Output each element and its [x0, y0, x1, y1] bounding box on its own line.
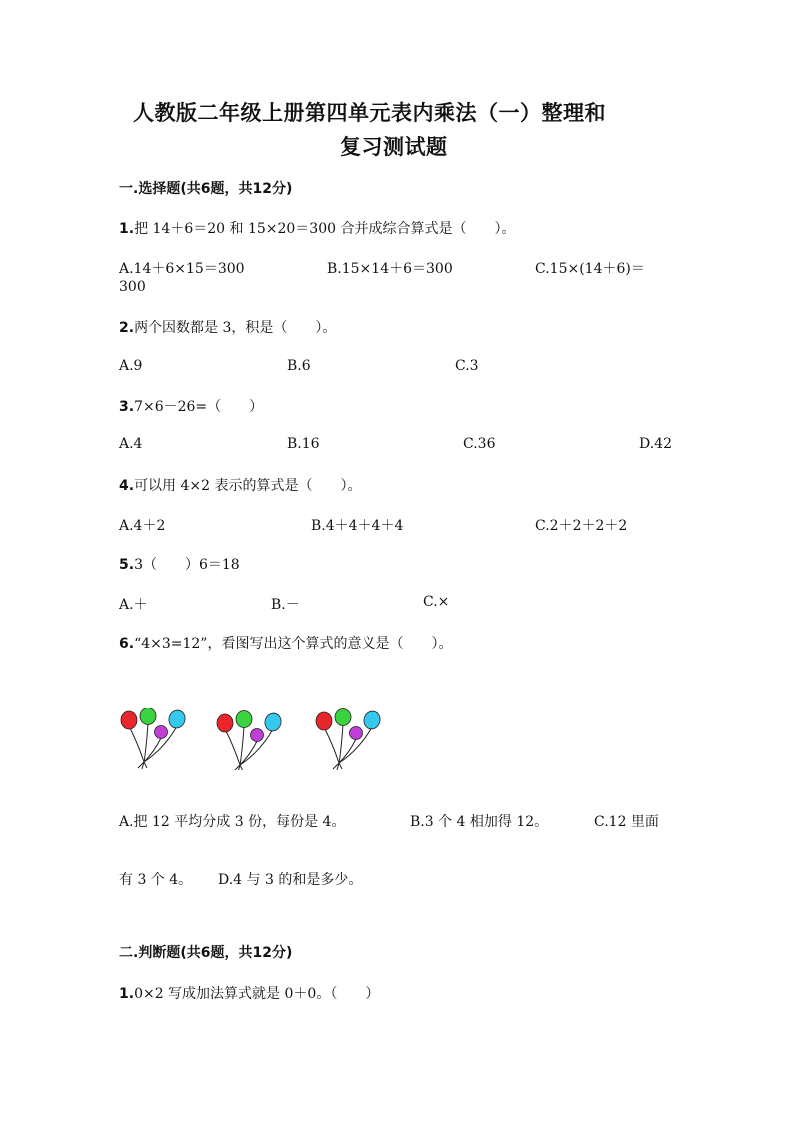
question-number: 3.: [119, 399, 135, 415]
question-text: 可以用 4×2 表示的算式是（ ）。: [134, 478, 362, 494]
green-balloon: [140, 708, 156, 725]
q3-option-c: C.36: [463, 436, 496, 452]
q5-option-a: A.＋: [119, 597, 148, 613]
question-number: 4.: [119, 478, 135, 494]
q1-option-c-cont: 300: [119, 279, 146, 295]
q3-option-b: B.16: [287, 436, 320, 452]
question-5: [119, 554, 240, 574]
balloon-illustration: [116, 708, 386, 770]
q5-option-b: B.－: [271, 597, 300, 613]
q4-option-b: B.4＋4＋4＋4: [311, 518, 404, 534]
q1-option-a: A.14＋6×15＝300: [119, 261, 245, 277]
q5-option-c: C.×: [423, 594, 450, 610]
question-text: 7×6－26=（ ）: [134, 399, 264, 415]
judgment-question-1: [119, 983, 379, 1003]
purple-balloon: [155, 726, 168, 739]
question-text: “4×3=12”，看图写出这个算式的意义是（ ）。: [134, 636, 453, 652]
question-text: 3（ ）6＝18: [134, 557, 240, 573]
q4-option-a: A.4＋2: [119, 518, 166, 534]
question-number: 1.: [119, 986, 135, 1002]
question-text: 两个因数都是 3，积是（ ）。: [134, 320, 337, 336]
q2-option-b: B.6: [287, 358, 311, 374]
cyan-balloon: [167, 708, 187, 730]
q3-option-a: A.4: [119, 436, 143, 452]
q1-option-c: C.15×(14＋6)＝: [535, 261, 645, 277]
question-number: 5.: [119, 557, 135, 573]
q6-option-d: D.4 与 3 的和是多少。: [218, 872, 363, 888]
question-3: [119, 396, 263, 416]
q6-option-a: A.把 12 平均分成 3 份，每份是 4。: [119, 814, 346, 830]
red-balloon: [121, 711, 137, 729]
q6-option-c-cont: 有 3 个 4。: [119, 872, 193, 888]
balloon-bunch: [121, 708, 187, 769]
q6-option-b: B.3 个 4 相加得 12。: [410, 814, 549, 830]
q3-option-d: D.42: [639, 436, 672, 452]
section1-heading: 一.选择题(共6题，共12分): [119, 181, 293, 197]
question-6: [119, 633, 452, 653]
q2-option-a: A.9: [119, 358, 143, 374]
question-number: 2.: [119, 320, 135, 336]
question-text: 把 14＋6＝20 和 15×20＝300 合并成综合算式是（ ）。: [134, 221, 516, 237]
question-number: 6.: [119, 636, 135, 652]
question-number: 1.: [119, 221, 135, 237]
section2-heading: 二.判断题(共6题，共12分): [119, 945, 293, 961]
q1-option-b: B.15×14＋6＝300: [327, 261, 453, 277]
q2-option-c: C.3: [455, 358, 479, 374]
question-4: [119, 475, 362, 495]
question-text: 0×2 写成加法算式就是 0＋0。（ ）: [134, 986, 380, 1002]
question-1: [119, 218, 515, 238]
q6-option-c: C.12 里面: [594, 814, 659, 830]
page-title-line1: 人教版二年级上册第四单元表内乘法（一）整理和: [133, 101, 606, 125]
page-title-line2: 复习测试题: [340, 135, 448, 159]
q4-option-c: C.2＋2＋2＋2: [535, 518, 628, 534]
question-2: [119, 317, 336, 337]
